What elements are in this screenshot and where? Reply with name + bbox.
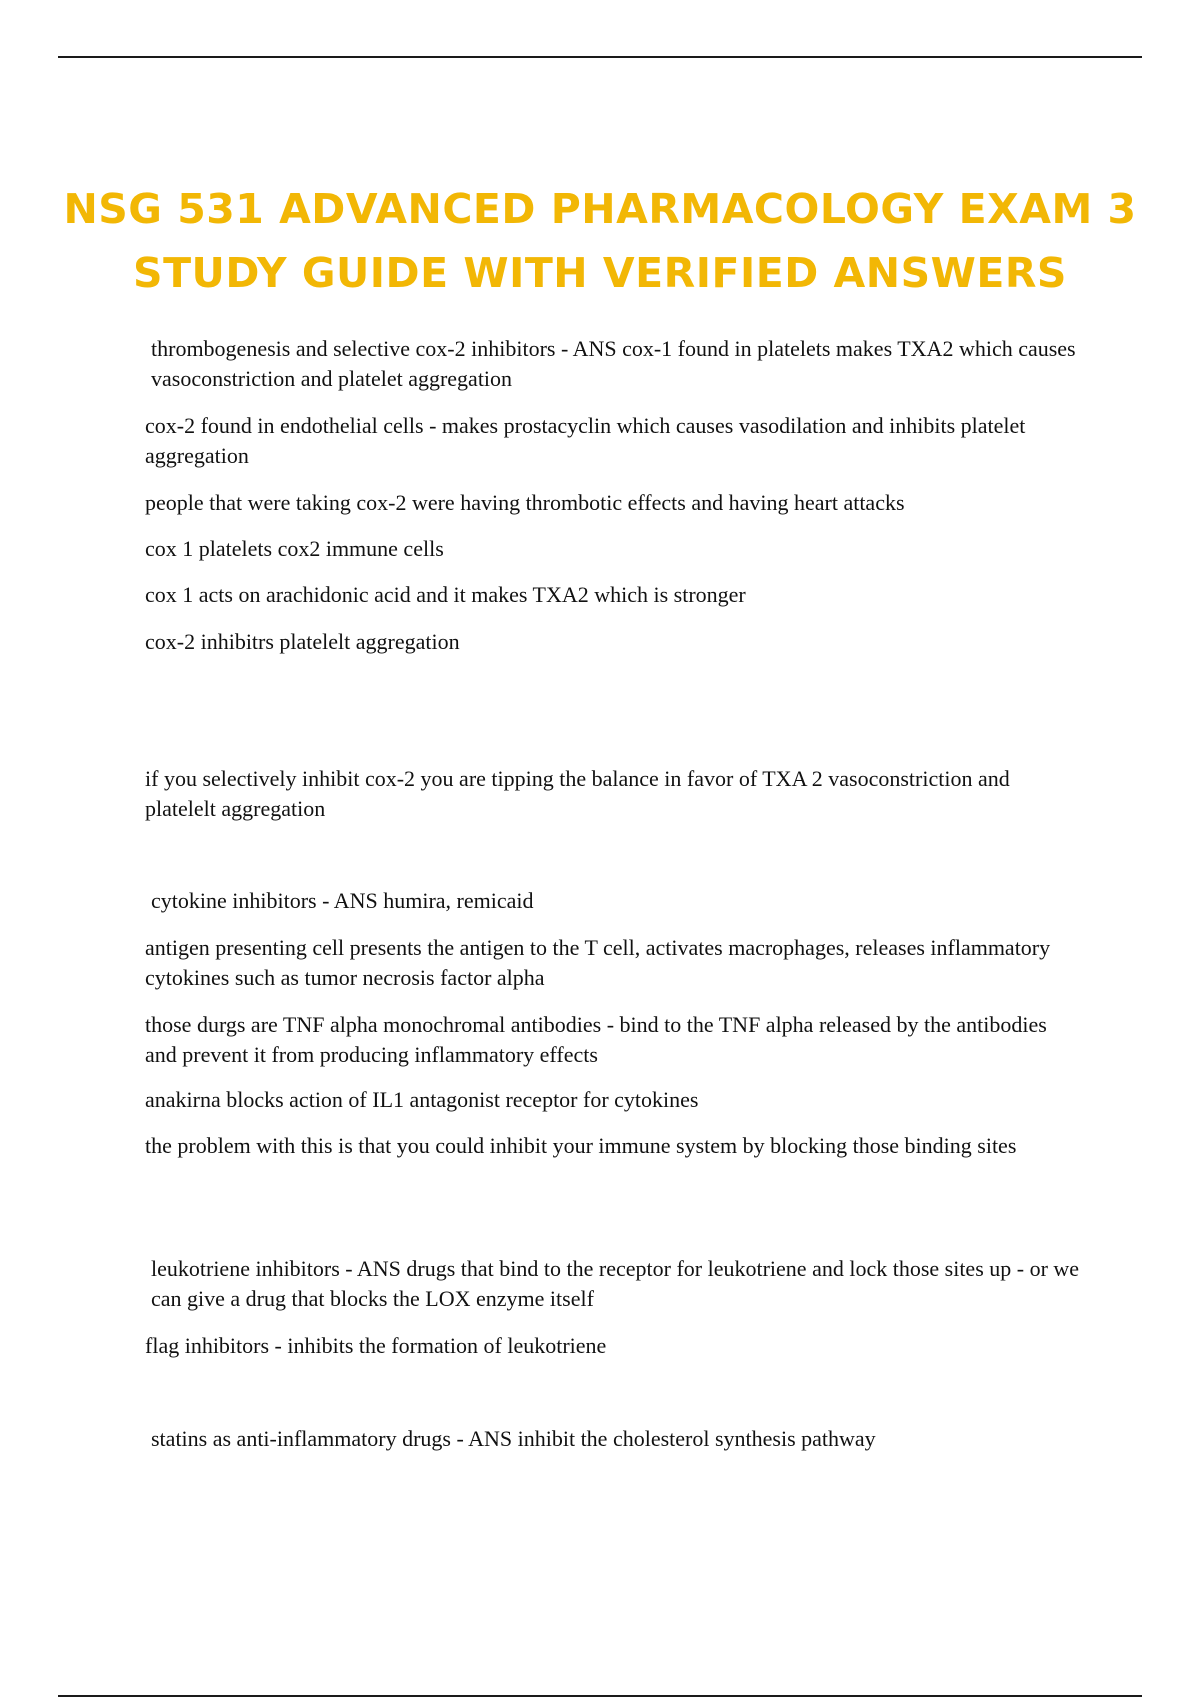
title-line-1: NSG 531 ADVANCED PHARMACOLOGY EXAM 3 — [63, 185, 1137, 234]
paragraph-statins: statins as anti-inflammatory drugs - ANS inhibit the cholesterol synthesis pathway — [151, 1426, 876, 1451]
paragraph-tipping-balance: if you selectively inhibit cox-2 you are tipping the balance in favor of TXA 2 vasoconstriction and platelelt aggregation — [145, 766, 1010, 821]
paragraph-immune-problem: the problem with this is that you could inhibit your immune system by blocking those binding sites — [145, 1133, 1017, 1158]
paragraph-thrombogenesis: thrombogenesis and selective cox-2 inhibitors - ANS cox-1 found in platelets makes TXA2 which causes vasoconstriction and platelet aggregation — [151, 336, 1076, 391]
bottom-rule — [58, 1695, 1142, 1697]
paragraph-arachidonic-acid: cox 1 acts on arachidonic acid and it makes TXA2 which is stronger — [145, 582, 746, 607]
paragraph-cox1-platelets: cox 1 platelets cox2 immune cells — [145, 536, 444, 561]
paragraph-thrombotic-effects: people that were taking cox-2 were having thrombotic effects and having heart attacks — [145, 490, 905, 515]
top-rule — [58, 56, 1142, 58]
paragraph-leukotriene-inhibitors: leukotriene inhibitors - ANS drugs that bind to the receptor for leukotriene and lock those sites up - or we can give a drug that blocks the LOX enzyme itself — [151, 1256, 1080, 1311]
paragraph-tnf-antibodies: those durgs are TNF alpha monochromal antibodies - bind to the TNF alpha released by the antibodies and prevent it from producing inflammatory effects — [145, 1012, 1047, 1067]
paragraph-anakirna: anakirna blocks action of IL1 antagonist receptor for cytokines — [145, 1087, 699, 1112]
paragraph-antigen-presenting: antigen presenting cell presents the antigen to the T cell, activates macrophages, releases inflammatory cytokines such as tumor necrosis factor alpha — [145, 935, 1051, 990]
document-title — [60, 177, 1140, 305]
paragraph-flag-inhibitors: flag inhibitors - inhibits the formation of leukotriene — [145, 1333, 607, 1358]
paragraph-cytokine-inhibitors: cytokine inhibitors - ANS humira, remicaid — [151, 888, 534, 913]
paragraph-cox2-endothelial: cox-2 found in endothelial cells - makes prostacyclin which causes vasodilation and inhibits platelet aggregation — [145, 413, 1026, 468]
title-line-2: STUDY GUIDE WITH VERIFIED ANSWERS — [133, 249, 1067, 298]
paragraph-cox2-inhibitrs: cox-2 inhibitrs platelelt aggregation — [145, 629, 460, 654]
